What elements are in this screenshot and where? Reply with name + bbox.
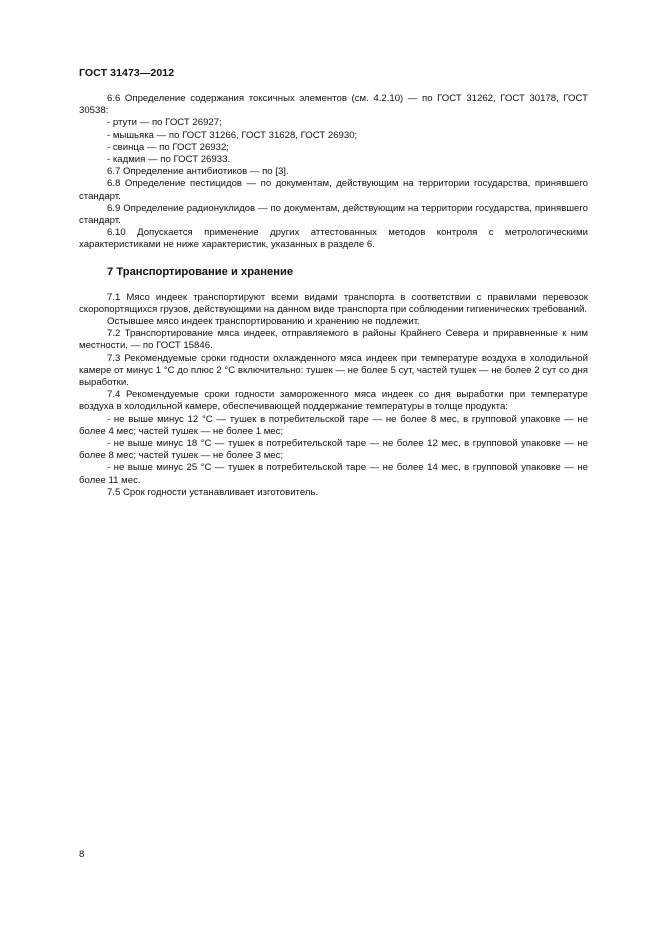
paragraph-7-5: 7.5 Срок годности устанавливает изготовитель. [107, 486, 319, 498]
paragraph-7-3: 7.3 Рекомендуемые сроки годности охлажденного мяса индеек при температуре воздуха в холодильной камере от минус 1 °С до плюс 2 °С включительно: тушек — не более 5 сут, частей тушек — не более 2 сут со дня выработки. [79, 352, 588, 389]
list-item-mercury: - ртути — по ГОСТ 26927; [107, 117, 222, 129]
paragraph-7-1-note: Остывшее мясо индеек транспортированию и хранению не подлежит. [107, 316, 420, 328]
list-item-minus-18: - не выше минус 18 °С — тушек в потребительской таре — не более 12 мес, в групповой упаковке — не более 8 мес; частей тушек — не более 3 мес; [79, 438, 588, 462]
paragraph-7-1: 7.1 Мясо индеек транспортируют всеми видами транспорта в соответствии с правилами перевозок скоропортящихся грузов, действующими на данном виде транспорта при соблюдении гигиенических требований. [79, 291, 588, 315]
document-header: ГОСТ 31473—2012 [79, 67, 175, 79]
paragraph-6-10: 6.10 Допускается применение других аттестованных методов контроля с метрологическими характеристиками не ниже характеристик, указанных в разделе 6. [79, 227, 588, 251]
paragraph-7-2: 7.2 Транспортирование мяса индеек, отправляемого в районы Крайнего Севера и приравненные к ним местности, — по ГОСТ 15846. [79, 328, 588, 352]
paragraph-6-9: 6.9 Определение радионуклидов — по документам, действующим на территории государства, принявшего стандарт. [79, 202, 588, 227]
paragraph-6-7: 6.7 Определение антибиотиков — по [3]. [107, 166, 289, 178]
list-item-minus-25: - не выше минус 25 °С — тушек в потребительской таре — не более 14 мес, в групповой упаковке — не более 11 мес. [79, 462, 588, 486]
paragraph-6-8: 6.8 Определение пестицидов — по документам, действующим на территории государства, принявшего стандарт. [79, 178, 588, 202]
page-number: 8 [79, 849, 85, 860]
section-7-title: 7 Транспортирование и хранение [107, 265, 294, 278]
list-item-cadmium: - кадмия — по ГОСТ 26933. [107, 154, 231, 166]
list-item-arsenic: - мышьяка — по ГОСТ 31266, ГОСТ 31628, ГОСТ 26930; [107, 129, 358, 141]
document-body [79, 93, 588, 499]
list-item-minus-12: - не выше минус 12 °С — тушек в потребительской таре — не более 8 мес, в групповой упаковке — не более 4 мес; частей тушек — не более 1 мес; [79, 413, 588, 437]
paragraph-7-4: 7.4 Рекомендуемые сроки годности замороженного мяса индеек со дня выработки при температуре воздуха в холодильной камере, обеспечивающей поддержание температуры в толще продукта: [79, 389, 588, 413]
paragraph-6-6: 6.6 Определение содержания токсичных элементов (см. 4.2.10) — по ГОСТ 31262, ГОСТ 30178, ГОСТ 30538: [79, 93, 588, 117]
list-item-lead: - свинца — по ГОСТ 26932; [107, 141, 229, 153]
